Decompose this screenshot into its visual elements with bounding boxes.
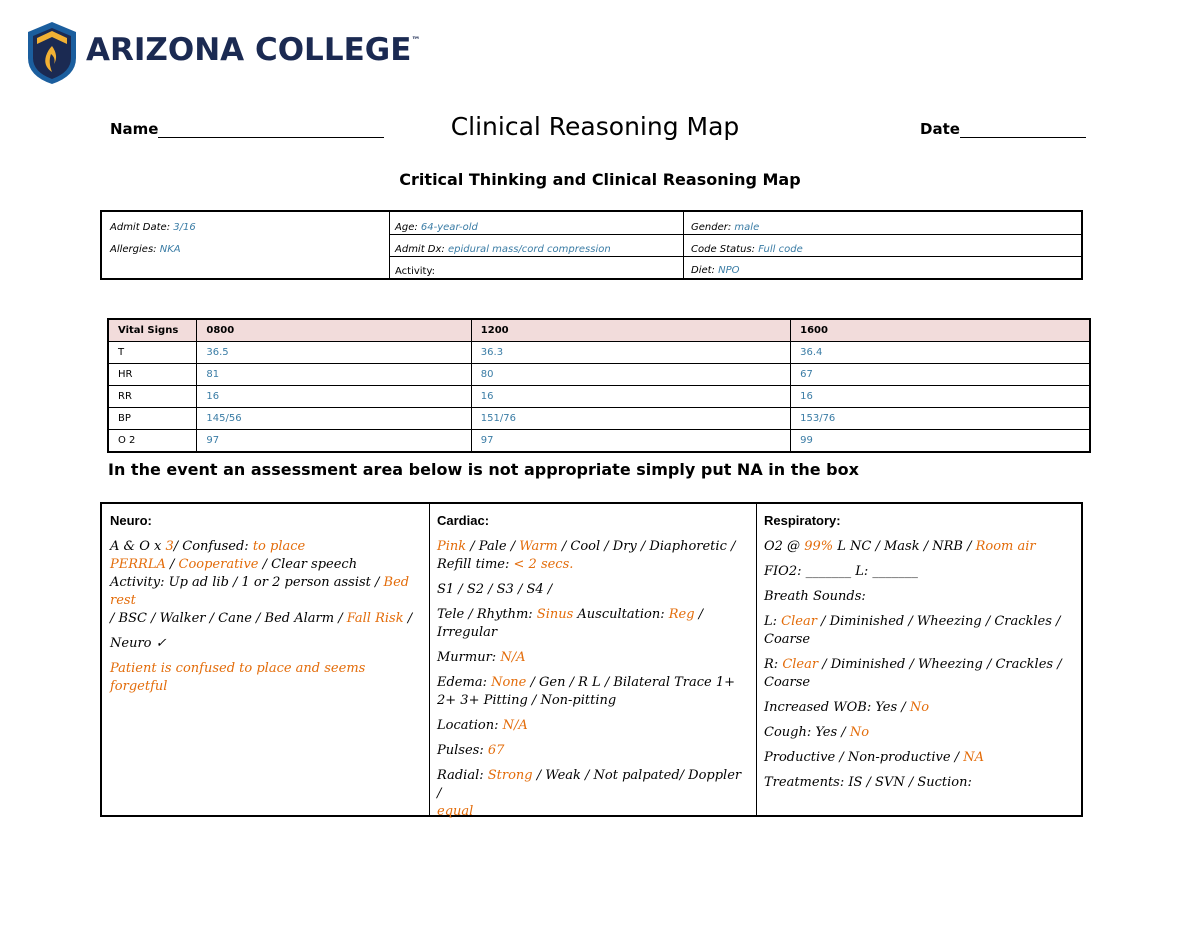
resp-fio2: FIO2: _______ L: _______ xyxy=(764,564,918,579)
resp-wob: Increased WOB: Yes / No xyxy=(764,700,930,715)
table-row xyxy=(108,342,1090,364)
vitals-header-row xyxy=(108,319,1090,342)
age: Age: 64-year-old xyxy=(395,222,478,233)
code-status: Code Status: Full code xyxy=(691,244,803,255)
name-label: Name xyxy=(110,120,159,138)
vital-value: 99 xyxy=(791,430,1090,453)
name-blank[interactable] xyxy=(158,123,384,138)
vital-label: HR xyxy=(108,364,197,386)
cardiac-pulses: Pulses: 67 xyxy=(437,743,505,758)
resp-right: R: Clear / Diminished / Wheezing / Crackles / Coarse xyxy=(764,657,1062,690)
neuro-section xyxy=(110,512,422,703)
vital-value: 97 xyxy=(471,430,790,453)
diet: Diet: NPO xyxy=(691,265,740,276)
cardiac-edema: Edema: None / Gen / R L / Bilateral Trace 1+ 2+ 3+ Pitting / Non-pitting xyxy=(437,675,736,708)
gender: Gender: male xyxy=(691,222,760,233)
patient-info-table xyxy=(100,210,1083,280)
cardiac-location: Location: N/A xyxy=(437,718,528,733)
vital-label: BP xyxy=(108,408,197,430)
vital-signs-table xyxy=(107,318,1091,453)
vital-label: O 2 xyxy=(108,430,197,453)
resp-breath-sounds: Breath Sounds: xyxy=(764,589,866,604)
vital-value: 81 xyxy=(197,364,471,386)
table-row xyxy=(108,386,1090,408)
vital-value: 16 xyxy=(197,386,471,408)
page-subtitle: Critical Thinking and Clinical Reasoning Map xyxy=(399,170,801,189)
table-row xyxy=(108,364,1090,386)
neuro-note: Patient is confused to place and seems forgetful xyxy=(110,661,366,694)
vitals-header-label: Vital Signs xyxy=(108,319,197,342)
cardiac-murmur: Murmur: N/A xyxy=(437,650,526,665)
vital-value: 145/56 xyxy=(197,408,471,430)
resp-cough: Cough: Yes / No xyxy=(764,725,870,740)
vital-value: 151/76 xyxy=(471,408,790,430)
neuro-check: Neuro ✓ xyxy=(110,636,167,651)
vital-value: 80 xyxy=(471,364,790,386)
activity: Activity: xyxy=(395,266,436,277)
vitals-header-1600: 1600 xyxy=(791,319,1090,342)
resp-o2: O2 @ 99% L NC / Mask / NRB / Room air xyxy=(764,539,1036,554)
assessment-table xyxy=(100,502,1083,817)
vital-value: 36.3 xyxy=(471,342,790,364)
vital-label: T xyxy=(108,342,197,364)
date-field[interactable] xyxy=(920,120,1086,138)
cardiac-skin: Pink / Pale / Warm / Cool / Dry / Diaphoretic / Refill time: < 2 secs. xyxy=(437,539,736,572)
arizona-college-logo xyxy=(26,20,421,88)
vital-value: 16 xyxy=(471,386,790,408)
cardiac-heart-sounds: S1 / S2 / S3 / S4 / xyxy=(437,582,553,597)
shield-flame-icon xyxy=(26,20,78,86)
date-blank[interactable] xyxy=(960,123,1086,138)
table-row xyxy=(108,408,1090,430)
vital-value: 16 xyxy=(791,386,1090,408)
vital-value: 36.4 xyxy=(791,342,1090,364)
date-label: Date xyxy=(920,120,960,138)
vital-value: 67 xyxy=(791,364,1090,386)
neuro-details: A & O x 3/ Confused: to place PERRLA / Cooperative / Clear speech Activity: Up ad lib / 1 or 2 person assist / Bed rest / BSC / Walker / Cane / Bed Alarm / Fall Risk / xyxy=(110,539,413,626)
vitals-header-0800: 0800 xyxy=(197,319,471,342)
vital-value: 97 xyxy=(197,430,471,453)
instruction-text: In the event an assessment area below is not appropriate simply put NA in the box xyxy=(108,460,859,479)
neuro-heading: Neuro: xyxy=(110,513,152,528)
page-title: Clinical Reasoning Map xyxy=(450,112,740,141)
name-field[interactable] xyxy=(110,120,384,138)
cardiac-rhythm: Tele / Rhythm: Sinus Auscultation: Reg / Irregular xyxy=(437,607,704,640)
vital-value: 153/76 xyxy=(791,408,1090,430)
cardiac-section xyxy=(437,512,749,828)
respiratory-section xyxy=(764,512,1076,799)
table-row xyxy=(108,430,1090,453)
vitals-header-1200: 1200 xyxy=(471,319,790,342)
admit-dx: Admit Dx: epidural mass/cord compression xyxy=(395,244,611,255)
respiratory-heading: Respiratory: xyxy=(764,513,841,528)
allergies: Allergies: NKA xyxy=(110,244,181,255)
cardiac-radial: Radial: Strong / Weak / Not palpated/ Doppler / equal xyxy=(437,768,742,819)
resp-left: L: Clear / Diminished / Wheezing / Crackles / Coarse xyxy=(764,614,1061,647)
admit-date: Admit Date: 3/16 xyxy=(110,222,196,233)
vital-value: 36.5 xyxy=(197,342,471,364)
resp-productive: Productive / Non-productive / NA xyxy=(764,750,984,765)
vital-label: RR xyxy=(108,386,197,408)
resp-treatments: Treatments: IS / SVN / Suction: xyxy=(764,775,972,790)
cardiac-heading: Cardiac: xyxy=(437,513,490,528)
logo-wordmark: ARIZONA COLLEGE™ xyxy=(86,32,421,68)
